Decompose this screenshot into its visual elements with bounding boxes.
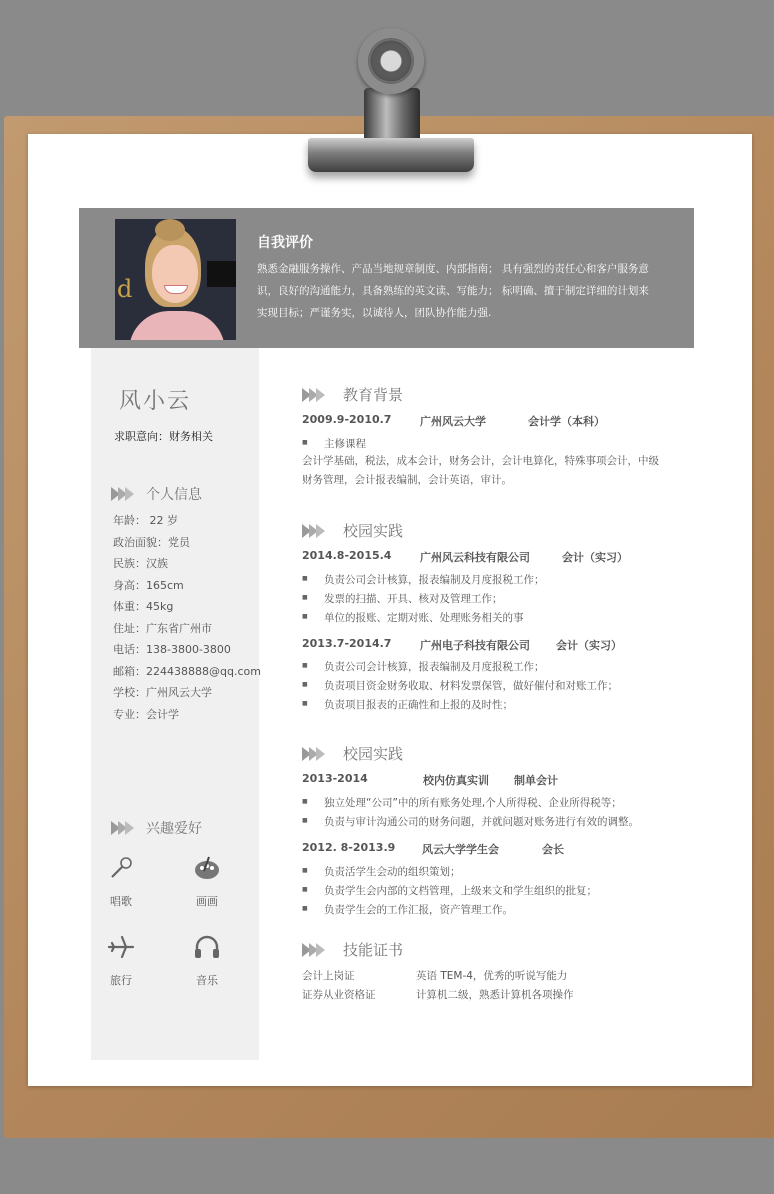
chevrons-icon — [111, 821, 132, 835]
headphones-icon — [177, 932, 237, 962]
job-intent: 求职意向：财务相关 — [114, 430, 213, 443]
chevrons-icon — [302, 747, 323, 761]
info-weight: 体重：45kg — [113, 600, 174, 613]
hobby-painting: 画画 — [177, 853, 237, 909]
self-evaluation-text: 熟悉金融服务操作、产品当地规章制度、内部指南； 具有强烈的责任心和客户服务意识，良好的沟通能力，具备熟练的英文读、写能力； 标明确、擅于制定详细的计划来实现目标；严谨务实，以诚待人，团队协作能力强. — [257, 263, 649, 319]
info-major: 专业：会计学 — [113, 707, 179, 721]
airplane-icon — [91, 932, 151, 962]
self-evaluation-title: 自我评价 — [257, 235, 313, 251]
education-heading: 教育背景 — [302, 384, 403, 405]
info-address: 住址：广东省广州市 — [113, 621, 212, 635]
candidate-name: 风小云 — [119, 389, 192, 414]
chevrons-icon — [302, 524, 323, 538]
info-school: 学校：广州风云大学 — [113, 686, 212, 699]
hobby-travel: 旅行 — [91, 932, 151, 988]
hobby-singing: 唱歌 — [91, 853, 151, 909]
personal-info-heading: 个人信息 — [111, 484, 202, 504]
palette-icon — [177, 853, 237, 883]
info-ethnicity: 民族：汉族 — [113, 557, 168, 570]
practice-heading-1: 校园实践 — [302, 520, 403, 541]
info-email: 邮箱：224438888@qq.com — [113, 664, 261, 678]
chevrons-icon — [111, 487, 132, 501]
clip-ring-icon — [358, 28, 424, 94]
info-phone: 电话：138-3800-3800 — [113, 643, 231, 656]
microphone-icon — [91, 853, 151, 883]
skills-heading: 技能证书 — [302, 939, 403, 960]
clip-bar — [308, 138, 474, 172]
clip-neck — [364, 88, 420, 144]
profile-photo: d — [115, 219, 236, 340]
self-evaluation-header — [79, 208, 694, 348]
info-age: 年龄： 22 岁 — [113, 514, 178, 527]
hobby-music: 音乐 — [177, 932, 237, 988]
sidebar — [91, 348, 259, 1060]
hobbies-heading: 兴趣爱好 — [111, 818, 202, 838]
course-list: 会计学基础，税法，成本会计，财务会计，会计电算化，特殊事项会计，中级财务管理，会计报表编制，会计英语，审计。 — [302, 455, 659, 486]
chevrons-icon — [302, 388, 323, 402]
practice-heading-2: 校园实践 — [302, 743, 403, 764]
info-politics: 政治面貌：党员 — [113, 535, 190, 549]
personal-info-list — [113, 510, 261, 725]
chevrons-icon — [302, 943, 323, 957]
info-height: 身高：165cm — [113, 578, 184, 592]
